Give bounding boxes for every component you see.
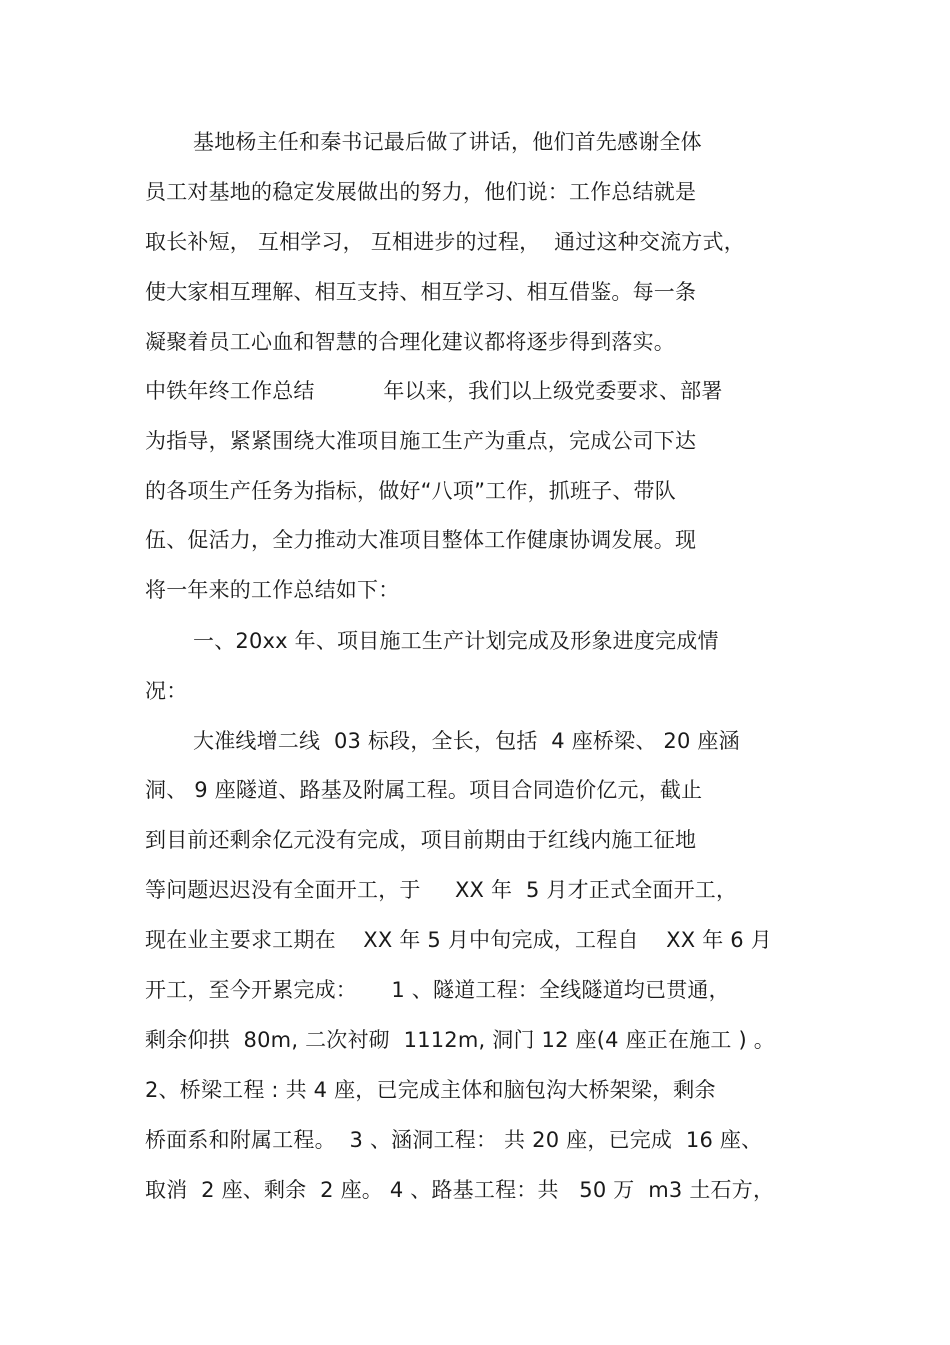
paragraph-line: 使大家相互理解、相互支持、相互学习、相互借鉴。每一条 [145, 280, 697, 304]
paragraph-line: 伍、促活力，全力推动大准项目整体工作健康协调发展。现 [145, 528, 697, 552]
paragraph-line: 的各项生产任务为指标，做好“八项”工作，抓班子、带队 [145, 479, 676, 503]
paragraph-line: 取长补短， 互相学习， 互相进步的过程， 通过这种交流方式， [145, 230, 745, 254]
paragraph-line: 取消 2 座、剩余 2 座。 4 、路基工程：共 50 万 m3 土石方， [145, 1178, 775, 1202]
heading-line: 况： [145, 679, 188, 703]
paragraph-line: 基地杨主任和秦书记最后做了讲话，他们首先感谢全体 [193, 130, 702, 154]
section-title-line: 中铁年终工作总结 年以来，我们以上级党委要求、部署 [145, 379, 723, 403]
paragraph-line: 凝聚着员工心血和智慧的合理化建议都将逐步得到落实。 [145, 330, 675, 354]
paragraph-line: 现在业主要求工期在 XX 年 5 月中旬完成，工程自 XX 年 6 月 [145, 928, 772, 952]
paragraph-line: 开工，至今开累完成： 1 、隧道工程：全线隧道均已贯通， [145, 978, 730, 1002]
paragraph-line: 员工对基地的稳定发展做出的努力，他们说：工作总结就是 [145, 180, 697, 204]
paragraph-line: 桥面系和附属工程。 3 、涵洞工程： 共 20 座，已完成 16 座、 [145, 1128, 763, 1152]
paragraph-line: 等问题迟迟没有全面开工，于 XX 年 5 月才正式全面开工， [145, 878, 738, 902]
heading-line: 一、20xx 年、项目施工生产计划完成及形象进度完成情 [193, 629, 719, 653]
paragraph-line: 将一年来的工作总结如下： [145, 578, 400, 602]
paragraph-line: 剩余仰拱 80m, 二次衬砌 1112m, 洞门 12 座(4 座正在施工 ) 。 [145, 1028, 775, 1052]
paragraph-line: 大准线增二线 03 标段，全长，包括 4 座桥梁、 20 座涵 [193, 729, 740, 753]
paragraph-line: 洞、 9 座隧道、路基及附属工程。项目合同造价亿元，截止 [145, 778, 703, 802]
paragraph-line: 到目前还剩余亿元没有完成，项目前期由于红线内施工征地 [145, 828, 697, 852]
paragraph-line: 2、桥梁工程 : 共 4 座，已完成主体和脑包沟大桥架梁，剩余 [145, 1078, 716, 1102]
paragraph-line: 为指导，紧紧围绕大准项目施工生产为重点，完成公司下达 [145, 429, 697, 453]
